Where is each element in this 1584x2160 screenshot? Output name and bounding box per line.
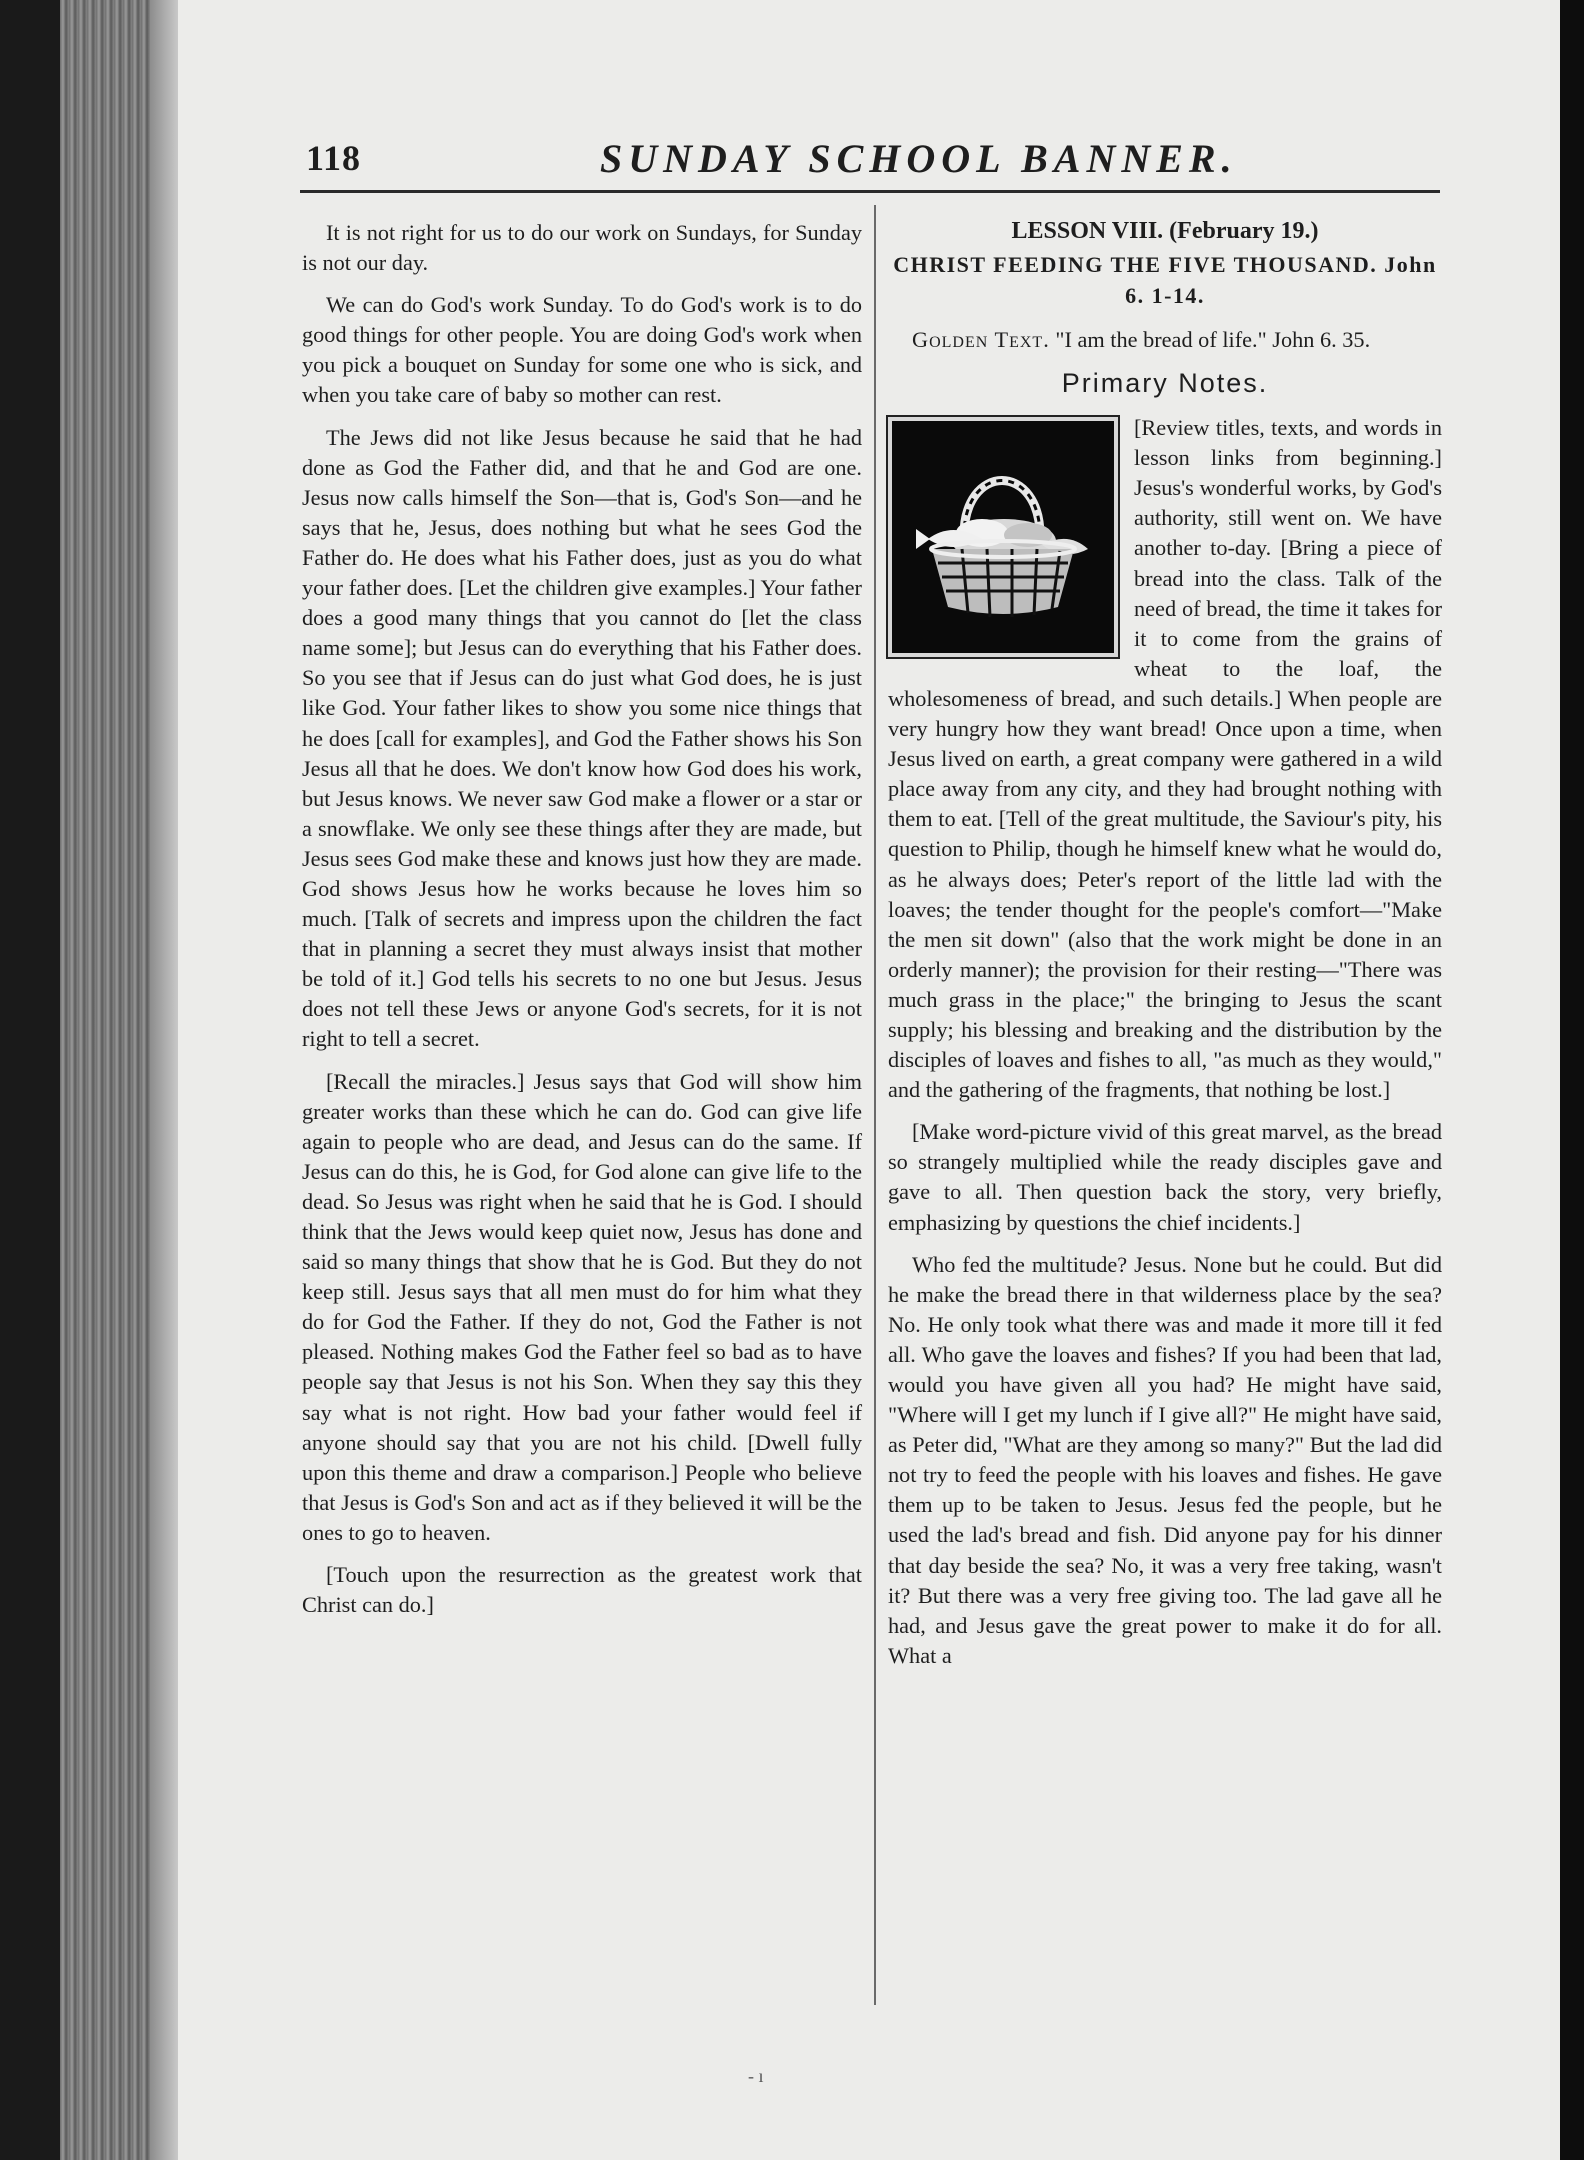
paragraph: The Jews did not like Jesus because he said that he had done as God the Father did, and that he and God are one. Jesus now calls himself the Son—that is, God's Son—and he says that he, Jesus, does nothing but what he sees God the Father do. He does what his Father does, just as you do what your father does. [Let the children give examples.] Your father does a good many things that you cannot do [let the class name some]; but Jesus can do everything that his Father does. So you see that if Jesus can do just what God does, he is just like God. Your father likes to show you some nice things that he does [call for examples], and God the Father shows his Son Jesus all that he does. We don't know how God does his work, but Jesus knows. We never saw God make a flower or a star or a snowflake. We only see these things after they are made, but Jesus sees God make these and knows just how they are made. God shows Jesus how he works because he loves him so much. [Talk of secrets and impress upon the children the fact that in planning a secret they must always insist that mother be told of it.] God tells his secrets to no one but Jesus. Jesus does not tell these Jews or anyone God's secrets, for it is not right to tell a secret. <box>302 424 862 1052</box>
right-column <box>888 216 1442 1683</box>
section-title: Primary Notes. <box>1061 368 1269 399</box>
paragraph: [Touch upon the resurrection as the greatest work that Christ can do.] <box>302 1562 862 1618</box>
golden-text <box>888 325 1442 355</box>
paragraph: Who fed the multitude? Jesus. None but he could. But did he make the bread there in that wilderness place by the sea? No. He only took what there was and made it more till it fed all. Who gave the loaves and fishes? If you had been that lad, would you have given all you had? He might have said, "Where will I get my lunch if I give all?" He might have said, as Peter did, "What are they among so many?" But the lad did not try to feed the people with his loaves and fishes. He gave them up to be taken to Jesus. Jesus fed the people, but he used the lad's bread and fish. Did anyone pay for his dinner that day beside the sea? No, it was a very free taking, wasn't it? But there was a very free giving too. The lad gave all he had, and Jesus gave the great power to make it do for all. What a <box>888 1251 1442 1668</box>
paragraph: [Make word-picture vivid of this great marvel, as the bread so strangely multiplied while the ready disciples gave and gave to all. Then question back the story, very briefly, emphasizing by questions the chief incidents.] <box>888 1119 1442 1235</box>
running-title: SUNDAY SCHOOL BANNER. <box>600 136 1238 181</box>
paragraph: It is not right for us to do our work on Sundays, for Sunday is not our day. <box>302 220 862 276</box>
left-column <box>302 216 862 1632</box>
paragraph: We can do God's work Sunday. To do God's work is to do good things for other people. You are doing God's work when you pick a bouquet on Sunday for some one who is sick, and when you take care of baby so mother can rest. <box>302 292 862 408</box>
scan-border <box>1560 0 1584 2160</box>
page-number: 118 <box>306 138 362 178</box>
column-divider <box>874 205 876 2005</box>
footer-mark: - ı <box>748 2066 764 2086</box>
paragraph: [Recall the miracles.] Jesus says that God will show him greater works than these which he can do. God can give life again to people who are dead, and Jesus can do the same. If Jesus can do this, he is God, for God alone can give life to the dead. So Jesus was right when he said that he is God. I should think that the Jews would keep quiet now, Jesus has done and said so many things that show that he is God. But they do not keep still. Jesus says that all men must do for him what they do for God the Father. If they do not, God the Father is not pleased. Nothing makes God the Father feel so bad as to have people say that Jesus is not his Son. When they say this they say what is not right. How bad your father would feel if anyone should say that you are not his child. [Dwell fully upon this theme and draw a comparison.] People who believe that Jesus is God's Son and act as if they believed it will be the ones to go to heaven. <box>302 1068 862 1545</box>
lesson-heading: LESSON VIII. (February 19.) <box>1011 218 1319 244</box>
lesson-title: CHRIST FEEDING THE FIVE THOUSAND. John 6. 1-14. <box>893 252 1437 308</box>
paragraph: [Review titles, texts, and words in lesson links from beginning.] Jesus's wonderful works, by God's authority, still went on. We have another to-day. [Bring a piece of bread into the class. Talk of the need of bread, the time it takes for it to come from the grains of wheat to the loaf, the wholesomeness of bread, and such details.] When people are very hungry how they want bread! Once upon a time, when Jesus lived on earth, a great company were gathered in a wild place away from any city, and they had brought nothing with them to eat. [Tell of the great multitude, the Saviour's pity, his question to Philip, though he himself knew what he would do, as he always does; Peter's report of the little lad with the loaves; the tender thought for the people's comfort—"Make the men sit down" (also that the work might be done in an orderly manner); the provision for their resting—"There was much grass in the place;" the bringing to Jesus the scant supply; his blessing and breaking and the distribution by the disciples of loaves and fishes to all, "as much as they would," and the gathering of the fragments, that nothing be lost.] <box>888 415 1442 1103</box>
bread-basket-icon <box>888 417 1118 657</box>
golden-text-label: Golden Text. <box>912 327 1050 352</box>
golden-text-quote: "I am the bread of life." John 6. 35. <box>1055 327 1371 352</box>
header-rule <box>300 190 1440 193</box>
